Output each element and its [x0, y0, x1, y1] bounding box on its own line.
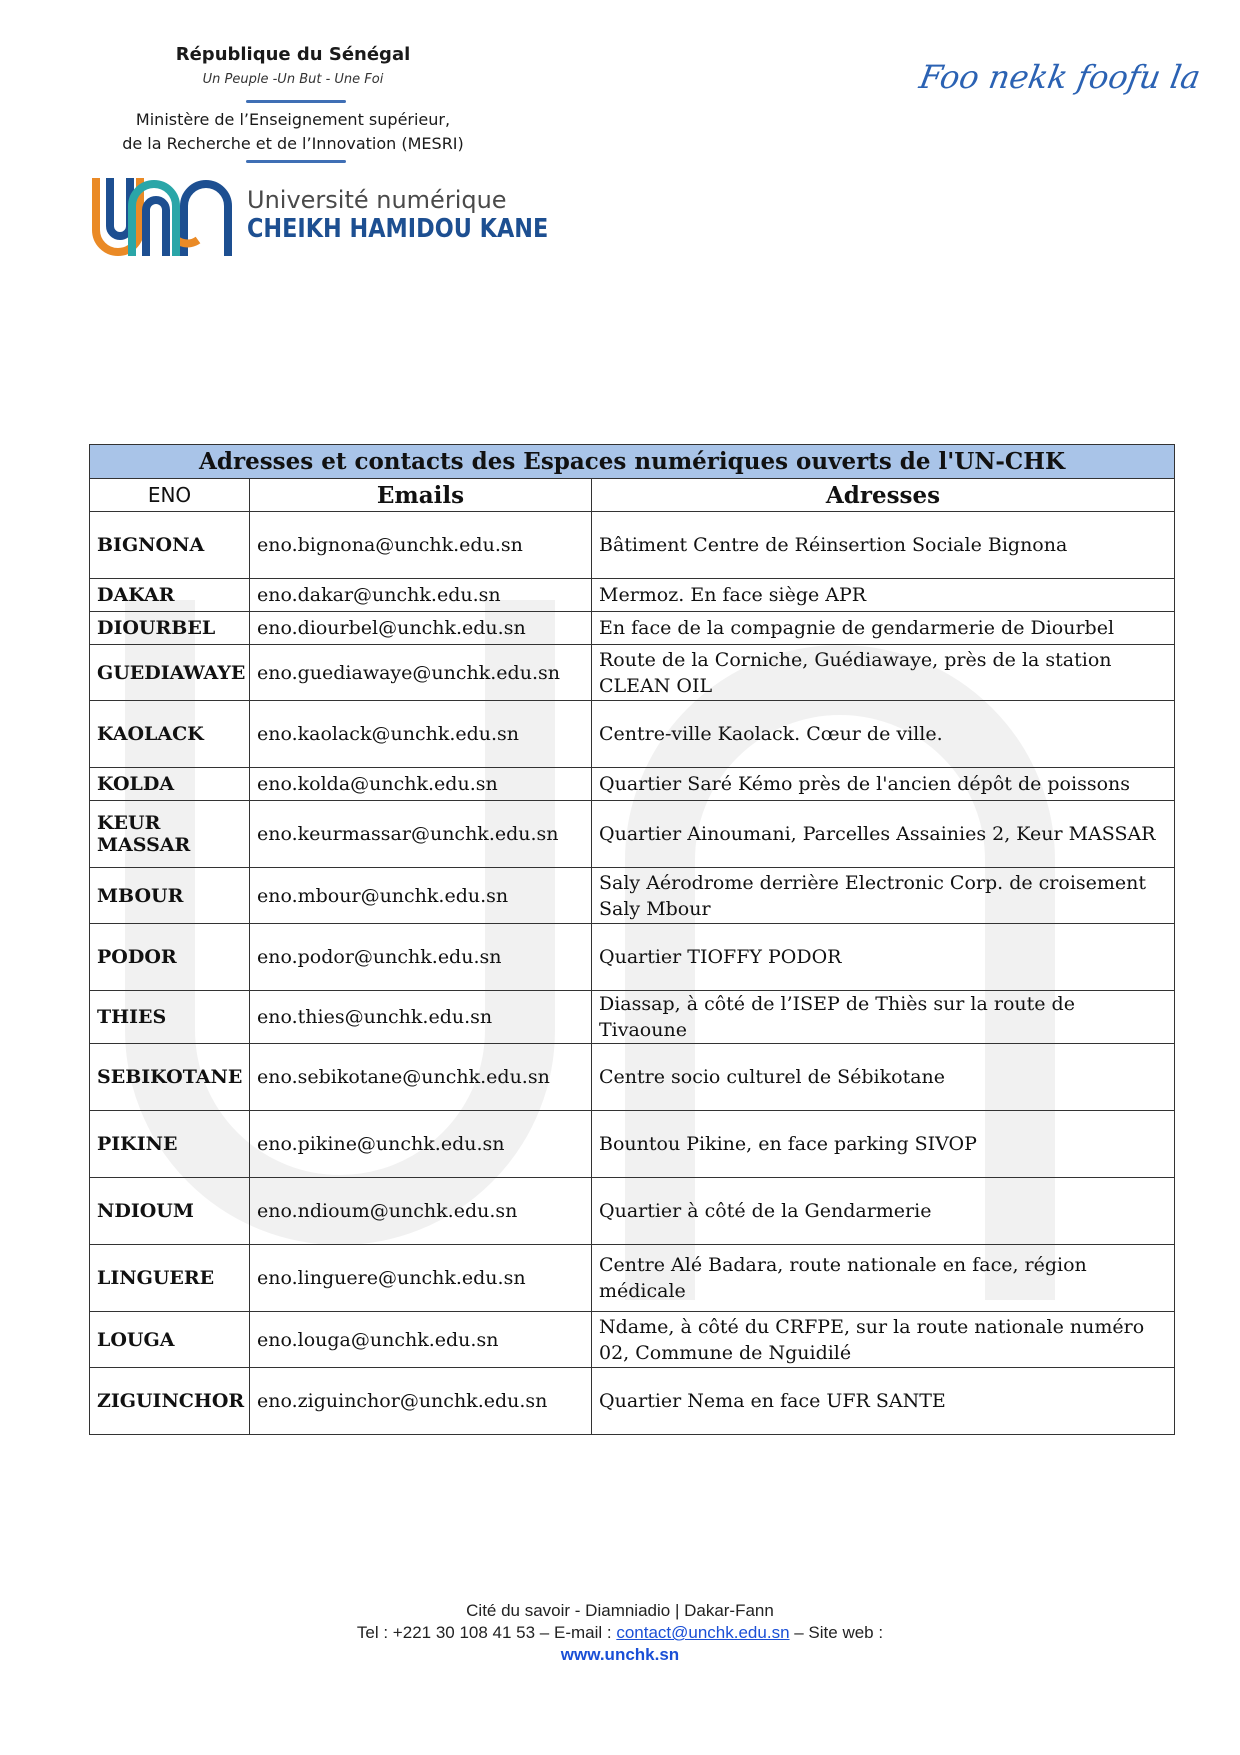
email-cell[interactable]: eno.keurmassar@unchk.edu.sn — [250, 801, 592, 868]
footer-site-label: – Site web : — [789, 1623, 884, 1642]
eno-cell: DIOURBEL — [90, 612, 250, 645]
country-name: République du Sénégal — [175, 44, 411, 65]
address-cell: Bâtiment Centre de Réinsertion Sociale Bignona — [592, 512, 1175, 579]
ministry-name — [88, 108, 498, 156]
footer-website-link[interactable]: www.unchk.sn — [560, 1645, 680, 1664]
eno-cell: ZIGUINCHOR — [90, 1368, 250, 1435]
eno-cell: GUEDIAWAYE — [90, 645, 250, 701]
footer-tel: Tel : +221 30 108 41 53 – E-mail : — [356, 1623, 617, 1642]
table-row — [90, 512, 1175, 579]
table-row — [90, 991, 1175, 1044]
table-row — [90, 868, 1175, 924]
eno-cell: PIKINE — [90, 1111, 250, 1178]
ministry-line-1: Ministère de l’Enseignement supérieur, — [135, 110, 451, 129]
table-row — [90, 645, 1175, 701]
eno-cell: PODOR — [90, 924, 250, 991]
email-cell[interactable]: eno.kaolack@unchk.edu.sn — [250, 701, 592, 768]
email-cell[interactable]: eno.thies@unchk.edu.sn — [250, 991, 592, 1044]
email-cell[interactable]: eno.guediawaye@unchk.edu.sn — [250, 645, 592, 701]
footer-address: Cité du savoir - Diamniadio | Dakar-Fann — [466, 1601, 774, 1620]
address-cell: Mermoz. En face siège APR — [592, 579, 1175, 612]
university-name-line-1: Université numérique — [247, 186, 507, 214]
eno-cell: SEBIKOTANE — [90, 1044, 250, 1111]
table-row — [90, 1368, 1175, 1435]
address-cell: Centre-ville Kaolack. Cœur de ville. — [592, 701, 1175, 768]
email-cell[interactable]: eno.diourbel@unchk.edu.sn — [250, 612, 592, 645]
email-cell[interactable]: eno.linguere@unchk.edu.sn — [250, 1245, 592, 1312]
footer — [0, 1600, 1240, 1666]
eno-cell: BIGNONA — [90, 512, 250, 579]
eno-cell: LOUGA — [90, 1312, 250, 1368]
national-motto: Un Peuple -Un But - Une Foi — [202, 72, 384, 87]
eno-cell: KEUR MASSAR — [90, 801, 250, 868]
table-row — [90, 801, 1175, 868]
footer-email-link[interactable]: contact@unchk.edu.sn — [616, 1623, 790, 1642]
email-cell[interactable]: eno.sebikotane@unchk.edu.sn — [250, 1044, 592, 1111]
address-cell: Saly Aérodrome derrière Electronic Corp. de croisement Saly Mbour — [592, 868, 1175, 924]
email-cell[interactable]: eno.mbour@unchk.edu.sn — [250, 868, 592, 924]
table-row — [90, 1111, 1175, 1178]
address-cell: Route de la Corniche, Guédiawaye, près de la station CLEAN OIL — [592, 645, 1175, 701]
table-row — [90, 1178, 1175, 1245]
eno-cell: LINGUERE — [90, 1245, 250, 1312]
eno-cell: KOLDA — [90, 768, 250, 801]
slogan: Foo nekk foofu la — [916, 58, 1204, 96]
email-cell[interactable]: eno.louga@unchk.edu.sn — [250, 1312, 592, 1368]
table-row — [90, 701, 1175, 768]
divider — [246, 160, 346, 163]
logo-arch-icon — [180, 168, 240, 268]
table-row — [90, 1245, 1175, 1312]
address-cell: Diassap, à côté de l’ISEP de Thiès sur la route de Tivaoune — [592, 991, 1175, 1044]
address-cell: Bountou Pikine, en face parking SIVOP — [592, 1111, 1175, 1178]
table-row — [90, 924, 1175, 991]
address-cell: Centre socio culturel de Sébikotane — [592, 1044, 1175, 1111]
table-title: Adresses et contacts des Espaces numériques ouverts de l'UN-CHK — [90, 445, 1175, 479]
address-cell: Quartier TIOFFY PODOR — [592, 924, 1175, 991]
table-row — [90, 1044, 1175, 1111]
email-cell[interactable]: eno.podor@unchk.edu.sn — [250, 924, 592, 991]
ministry-line-2: de la Recherche et de l’Innovation (MESRI) — [122, 134, 464, 153]
table-row — [90, 1312, 1175, 1368]
address-cell: En face de la compagnie de gendarmerie de Diourbel — [592, 612, 1175, 645]
eno-cell: THIES — [90, 991, 250, 1044]
university-name-line-2: CHEIKH HAMIDOU KANE — [247, 214, 549, 244]
address-cell: Quartier Ainoumani, Parcelles Assainies 2, Keur MASSAR — [592, 801, 1175, 868]
column-header-emails: Emails — [250, 479, 592, 512]
email-cell[interactable]: eno.ndioum@unchk.edu.sn — [250, 1178, 592, 1245]
address-cell: Quartier Saré Kémo près de l'ancien dépôt de poissons — [592, 768, 1175, 801]
email-cell[interactable]: eno.dakar@unchk.edu.sn — [250, 579, 592, 612]
column-header-eno: ENO — [90, 479, 250, 512]
address-cell: Ndame, à côté du CRFPE, sur la route nationale numéro 02, Commune de Nguidilé — [592, 1312, 1175, 1368]
address-cell: Quartier à côté de la Gendarmerie — [592, 1178, 1175, 1245]
eno-cell: KAOLACK — [90, 701, 250, 768]
email-cell[interactable]: eno.ziguinchor@unchk.edu.sn — [250, 1368, 592, 1435]
email-cell[interactable]: eno.kolda@unchk.edu.sn — [250, 768, 592, 801]
eno-cell: MBOUR — [90, 868, 250, 924]
divider — [246, 100, 346, 103]
address-cell: Quartier Nema en face UFR SANTE — [592, 1368, 1175, 1435]
email-cell[interactable]: eno.bignona@unchk.edu.sn — [250, 512, 592, 579]
table-row — [90, 612, 1175, 645]
column-header-addresses: Adresses — [592, 479, 1175, 512]
address-cell: Centre Alé Badara, route nationale en face, région médicale — [592, 1245, 1175, 1312]
eno-cell: NDIOUM — [90, 1178, 250, 1245]
eno-table — [89, 444, 1175, 1435]
eno-cell: DAKAR — [90, 579, 250, 612]
table-row — [90, 579, 1175, 612]
email-cell[interactable]: eno.pikine@unchk.edu.sn — [250, 1111, 592, 1178]
footer-contact — [0, 1622, 1240, 1644]
unchk-logo-icon — [88, 168, 183, 268]
table-row — [90, 768, 1175, 801]
